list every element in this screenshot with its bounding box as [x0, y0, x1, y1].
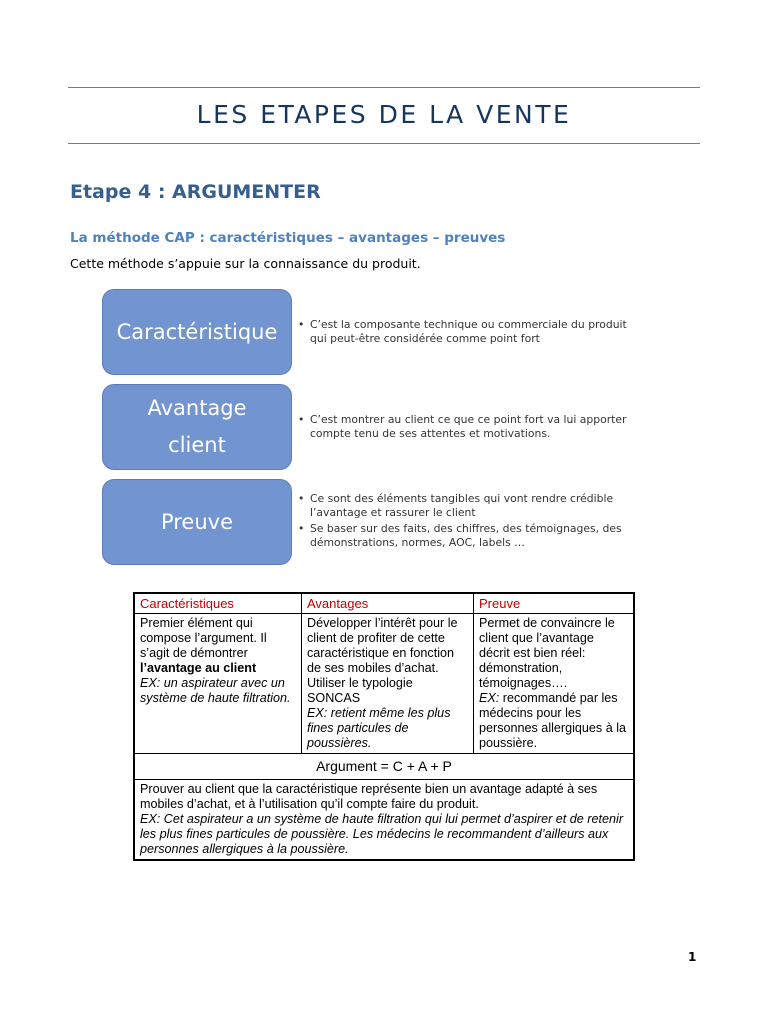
cell3-text: Permet de convaincre le client que l’avantage décrit est bien réel: démonstration, témoignages….: [479, 616, 615, 690]
summary-cell: [134, 780, 634, 861]
preuve-bullet-1: • Ce sont des éléments tangibles qui vont rendre crédible l’avantage et rassurer le client: [298, 492, 628, 520]
formula: Argument = C + A + P: [134, 754, 634, 780]
cap-table: [133, 592, 635, 861]
method-heading: La méthode CAP : caractéristiques – avantages – preuves: [70, 230, 506, 246]
caracteristique-bullet: • C’est la composante technique ou commerciale du produit qui peut-être considérée comme point fort: [298, 318, 628, 346]
cell1-bold: l’avantage au client: [140, 661, 257, 675]
preuve-bullets: [298, 492, 628, 552]
cell3-example-rest: recommandé par les médecins pour les personnes allergiques à la poussière.: [479, 691, 627, 750]
avantage-bullets: [298, 413, 628, 443]
avantage-box: [102, 384, 292, 470]
page-number: 1: [688, 950, 697, 964]
preuve-bullet-2: • Se baser sur des faits, des chiffres, des témoignages, des démonstrations, normes, AOC, labels …: [298, 522, 628, 550]
table-row: [134, 614, 634, 754]
top-rule: [68, 87, 700, 88]
cell1-example: EX: un aspirateur avec un système de haute filtration.: [140, 676, 291, 705]
title-rule: [68, 143, 700, 144]
avantage-bullet: • C’est montrer au client ce que ce point fort va lui apporter compte tenu de ses attentes et motivations.: [298, 413, 628, 441]
step-heading: Etape 4 : ARGUMENTER: [70, 181, 321, 203]
caracteristique-label: Caractéristique: [116, 319, 278, 344]
caracteristique-bullets: [298, 318, 628, 348]
cell2-text: Développer l’intérêt pour le client de profiter de cette caractéristique en fonction de ses mobiles d’achat.: [307, 616, 458, 675]
summary-text: Prouver au client que la caractéristique représente bien un avantage adapté à ses mobiles d’achat, et à l’utilisation qu’il compte faire du produit.: [140, 782, 598, 811]
cell2-example: EX: retient même les plus fines particules de poussières.: [307, 706, 451, 750]
cell-preuve: [474, 614, 635, 754]
cell2-text2: Utiliser le typologie SONCAS: [307, 676, 413, 705]
page-title: LES ETAPES DE LA VENTE: [196, 100, 572, 129]
cell1-text: Premier élément qui compose l’argument. Il s’agit de démontrer: [140, 616, 267, 660]
preuve-box: [102, 479, 292, 565]
header-caracteristiques: Caractéristiques: [134, 593, 302, 614]
cell-caracteristiques: [134, 614, 302, 754]
caracteristique-box: [102, 289, 292, 375]
intro-text: Cette méthode s’appuie sur la connaissance du produit.: [70, 256, 421, 271]
cell3-example: [479, 691, 628, 751]
cell3-example-prefix: EX:: [479, 691, 500, 705]
preuve-label: Preuve: [160, 509, 234, 534]
avantage-label-line1: Avantage: [147, 396, 247, 420]
summary-example: EX: Cet aspirateur a un système de haute filtration qui lui permet d’aspirer et de retenir les plus fines particules de poussière. Les médecins le recommandent d’ailleurs aux personnes allergiques à la poussière.: [140, 812, 624, 856]
table-header-row: [134, 593, 634, 614]
cell-avantages: [302, 614, 474, 754]
summary-row: [134, 780, 634, 861]
avantage-label-line2: client: [168, 433, 226, 457]
header-preuve: Preuve: [474, 593, 635, 614]
formula-row: [134, 754, 634, 780]
header-avantages: Avantages: [302, 593, 474, 614]
